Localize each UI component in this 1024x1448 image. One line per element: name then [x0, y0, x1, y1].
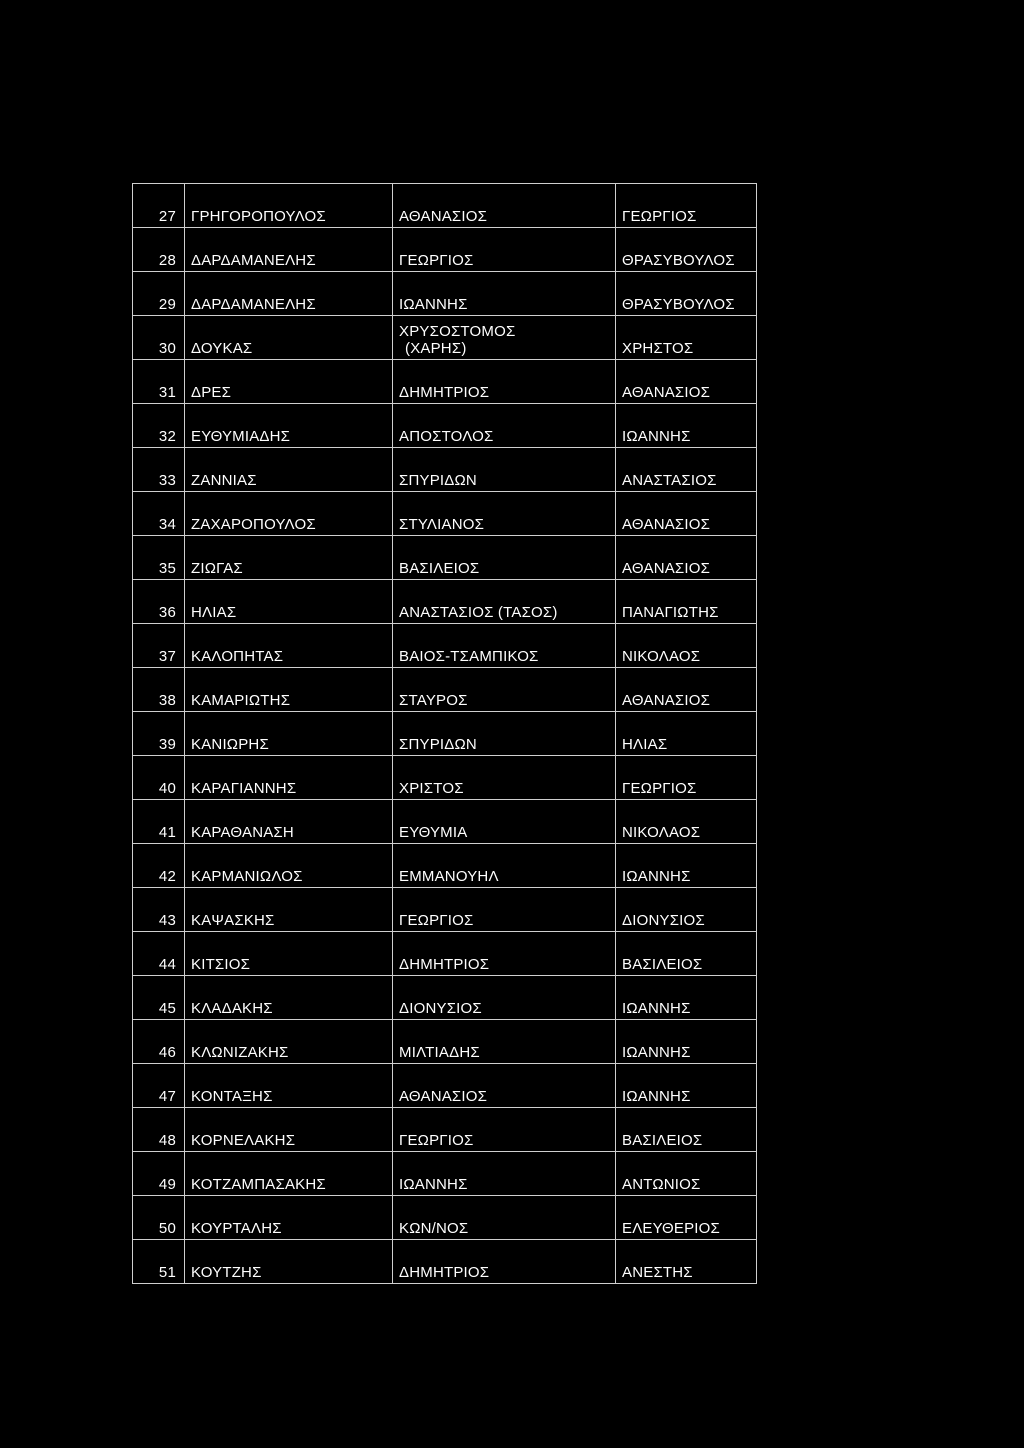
first-name-cell: ΒΑΙΟΣ-ΤΣΑΜΠΙΚΟΣ	[393, 624, 616, 668]
table-row	[133, 448, 757, 492]
father-name-cell: ΕΛΕΥΘΕΡΙΟΣ	[616, 1196, 757, 1240]
first-name-cell: ΔΗΜΗΤΡΙΟΣ	[393, 1240, 616, 1284]
surname-cell: ΚΑΝΙΩΡΗΣ	[185, 712, 393, 756]
row-number: 36	[133, 580, 185, 624]
surname-cell: ΚΑΛΟΠΗΤΑΣ	[185, 624, 393, 668]
names-table-body	[133, 184, 757, 1284]
table-row	[133, 624, 757, 668]
father-name-cell: ΑΝΕΣΤΗΣ	[616, 1240, 757, 1284]
row-number: 38	[133, 668, 185, 712]
table-row	[133, 1064, 757, 1108]
father-name-cell: ΧΡΗΣΤΟΣ	[616, 316, 757, 360]
row-number: 37	[133, 624, 185, 668]
first-name-cell: ΧΡΙΣΤΟΣ	[393, 756, 616, 800]
surname-cell: ΚΑΡΑΘΑΝΑΣΗ	[185, 800, 393, 844]
table-row	[133, 360, 757, 404]
first-name-cell: ΑΘΑΝΑΣΙΟΣ	[393, 184, 616, 228]
names-table	[132, 183, 757, 1284]
table-row	[133, 184, 757, 228]
first-name-cell: ΙΩΑΝΝΗΣ	[393, 1152, 616, 1196]
row-number: 42	[133, 844, 185, 888]
surname-cell: ΔΑΡΔΑΜΑΝΕΛΗΣ	[185, 272, 393, 316]
row-number: 50	[133, 1196, 185, 1240]
table-row	[133, 1196, 757, 1240]
table-row	[133, 668, 757, 712]
row-number: 44	[133, 932, 185, 976]
table-row	[133, 404, 757, 448]
surname-cell: ΚΟΤΖΑΜΠΑΣΑΚΗΣ	[185, 1152, 393, 1196]
row-number: 28	[133, 228, 185, 272]
row-number: 27	[133, 184, 185, 228]
first-name-cell: ΔΗΜΗΤΡΙΟΣ	[393, 932, 616, 976]
table-row	[133, 1108, 757, 1152]
father-name-cell: ΑΘΑΝΑΣΙΟΣ	[616, 668, 757, 712]
surname-cell: ΚΑΡΜΑΝΙΩΛΟΣ	[185, 844, 393, 888]
first-name-cell: ΑΝΑΣΤΑΣΙΟΣ (ΤΑΣΟΣ)	[393, 580, 616, 624]
row-number: 46	[133, 1020, 185, 1064]
first-name-cell: ΓΕΩΡΓΙΟΣ	[393, 1108, 616, 1152]
surname-cell: ΓΡΗΓΟΡΟΠΟΥΛΟΣ	[185, 184, 393, 228]
row-number: 41	[133, 800, 185, 844]
row-number: 31	[133, 360, 185, 404]
first-name-cell: ΓΕΩΡΓΙΟΣ	[393, 228, 616, 272]
first-name-cell	[393, 316, 616, 360]
table-row	[133, 756, 757, 800]
surname-cell: ΖΑΧΑΡΟΠΟΥΛΟΣ	[185, 492, 393, 536]
surname-cell: ΖΙΩΓΑΣ	[185, 536, 393, 580]
father-name-cell: ΗΛΙΑΣ	[616, 712, 757, 756]
table-row	[133, 800, 757, 844]
surname-cell: ΚΛΑΔΑΚΗΣ	[185, 976, 393, 1020]
father-name-cell: ΘΡΑΣΥΒΟΥΛΟΣ	[616, 228, 757, 272]
table-row	[133, 888, 757, 932]
father-name-cell: ΑΘΑΝΑΣΙΟΣ	[616, 536, 757, 580]
father-name-cell: ΑΘΑΝΑΣΙΟΣ	[616, 360, 757, 404]
row-number: 47	[133, 1064, 185, 1108]
surname-cell: ΖΑΝΝΙΑΣ	[185, 448, 393, 492]
first-name-cell: ΜΙΛΤΙΑΔΗΣ	[393, 1020, 616, 1064]
row-number: 29	[133, 272, 185, 316]
row-number: 35	[133, 536, 185, 580]
nickname-line: (ΧΑΡΗΣ)	[405, 340, 467, 357]
father-name-cell: ΙΩΑΝΝΗΣ	[616, 1020, 757, 1064]
surname-cell: ΚΙΤΣΙΟΣ	[185, 932, 393, 976]
row-number: 48	[133, 1108, 185, 1152]
row-number: 49	[133, 1152, 185, 1196]
row-number: 51	[133, 1240, 185, 1284]
father-name-cell: ΙΩΑΝΝΗΣ	[616, 1064, 757, 1108]
first-name-cell: ΣΠΥΡΙΔΩΝ	[393, 448, 616, 492]
father-name-cell: ΝΙΚΟΛΑΟΣ	[616, 800, 757, 844]
table-row	[133, 228, 757, 272]
table-row	[133, 272, 757, 316]
first-name-cell: ΓΕΩΡΓΙΟΣ	[393, 888, 616, 932]
surname-cell: ΕΥΘΥΜΙΑΔΗΣ	[185, 404, 393, 448]
surname-cell: ΚΟΥΡΤΑΛΗΣ	[185, 1196, 393, 1240]
table-row	[133, 844, 757, 888]
surname-cell: ΚΛΩΝΙΖΑΚΗΣ	[185, 1020, 393, 1064]
first-name-cell: ΔΙΟΝΥΣΙΟΣ	[393, 976, 616, 1020]
row-number: 32	[133, 404, 185, 448]
first-name-cell: ΔΗΜΗΤΡΙΟΣ	[393, 360, 616, 404]
row-number: 45	[133, 976, 185, 1020]
table-row	[133, 932, 757, 976]
row-number: 33	[133, 448, 185, 492]
father-name-cell: ΘΡΑΣΥΒΟΥΛΟΣ	[616, 272, 757, 316]
father-name-cell: ΑΘΑΝΑΣΙΟΣ	[616, 492, 757, 536]
surname-cell: ΚΑΜΑΡΙΩΤΗΣ	[185, 668, 393, 712]
table-row	[133, 976, 757, 1020]
table-row	[133, 580, 757, 624]
table-row	[133, 1020, 757, 1064]
row-number: 39	[133, 712, 185, 756]
surname-cell: ΚΟΡΝΕΛΑΚΗΣ	[185, 1108, 393, 1152]
first-name-line: ΧΡΥΣΟΣΤΟΜΟΣ	[399, 323, 516, 340]
surname-cell: ΔΡΕΣ	[185, 360, 393, 404]
surname-cell: ΔΑΡΔΑΜΑΝΕΛΗΣ	[185, 228, 393, 272]
father-name-cell: ΝΙΚΟΛΑΟΣ	[616, 624, 757, 668]
table-row	[133, 1152, 757, 1196]
surname-cell: ΗΛΙΑΣ	[185, 580, 393, 624]
first-name-cell: ΕΜΜΑΝΟΥΗΛ	[393, 844, 616, 888]
surname-cell: ΚΑΡΑΓΙΑΝΝΗΣ	[185, 756, 393, 800]
father-name-cell: ΒΑΣΙΛΕΙΟΣ	[616, 1108, 757, 1152]
table-row	[133, 316, 757, 360]
father-name-cell: ΙΩΑΝΝΗΣ	[616, 404, 757, 448]
table-row	[133, 1240, 757, 1284]
father-name-cell: ΙΩΑΝΝΗΣ	[616, 976, 757, 1020]
first-name-cell: ΣΤΑΥΡΟΣ	[393, 668, 616, 712]
first-name-cell: ΚΩΝ/ΝΟΣ	[393, 1196, 616, 1240]
surname-cell: ΚΟΥΤΖΗΣ	[185, 1240, 393, 1284]
first-name-cell: ΑΘΑΝΑΣΙΟΣ	[393, 1064, 616, 1108]
first-name-cell: ΣΤΥΛΙΑΝΟΣ	[393, 492, 616, 536]
first-name-cell: ΑΠΟΣΤΟΛΟΣ	[393, 404, 616, 448]
table-row	[133, 712, 757, 756]
row-number: 43	[133, 888, 185, 932]
table-row	[133, 492, 757, 536]
father-name-cell: ΑΝΤΩΝΙΟΣ	[616, 1152, 757, 1196]
surname-cell: ΔΟΥΚΑΣ	[185, 316, 393, 360]
first-name-cell: ΕΥΘΥΜΙΑ	[393, 800, 616, 844]
row-number: 34	[133, 492, 185, 536]
father-name-cell: ΓΕΩΡΓΙΟΣ	[616, 756, 757, 800]
table-row	[133, 536, 757, 580]
row-number: 40	[133, 756, 185, 800]
first-name-cell: ΙΩΑΝΝΗΣ	[393, 272, 616, 316]
father-name-cell: ΑΝΑΣΤΑΣΙΟΣ	[616, 448, 757, 492]
father-name-cell: ΠΑΝΑΓΙΩΤΗΣ	[616, 580, 757, 624]
father-name-cell: ΓΕΩΡΓΙΟΣ	[616, 184, 757, 228]
father-name-cell: ΔΙΟΝΥΣΙΟΣ	[616, 888, 757, 932]
surname-cell: ΚΑΨΑΣΚΗΣ	[185, 888, 393, 932]
surname-cell: ΚΟΝΤΑΞΗΣ	[185, 1064, 393, 1108]
first-name-cell: ΣΠΥΡΙΔΩΝ	[393, 712, 616, 756]
father-name-cell: ΙΩΑΝΝΗΣ	[616, 844, 757, 888]
father-name-cell: ΒΑΣΙΛΕΙΟΣ	[616, 932, 757, 976]
row-number: 30	[133, 316, 185, 360]
first-name-cell: ΒΑΣΙΛΕΙΟΣ	[393, 536, 616, 580]
